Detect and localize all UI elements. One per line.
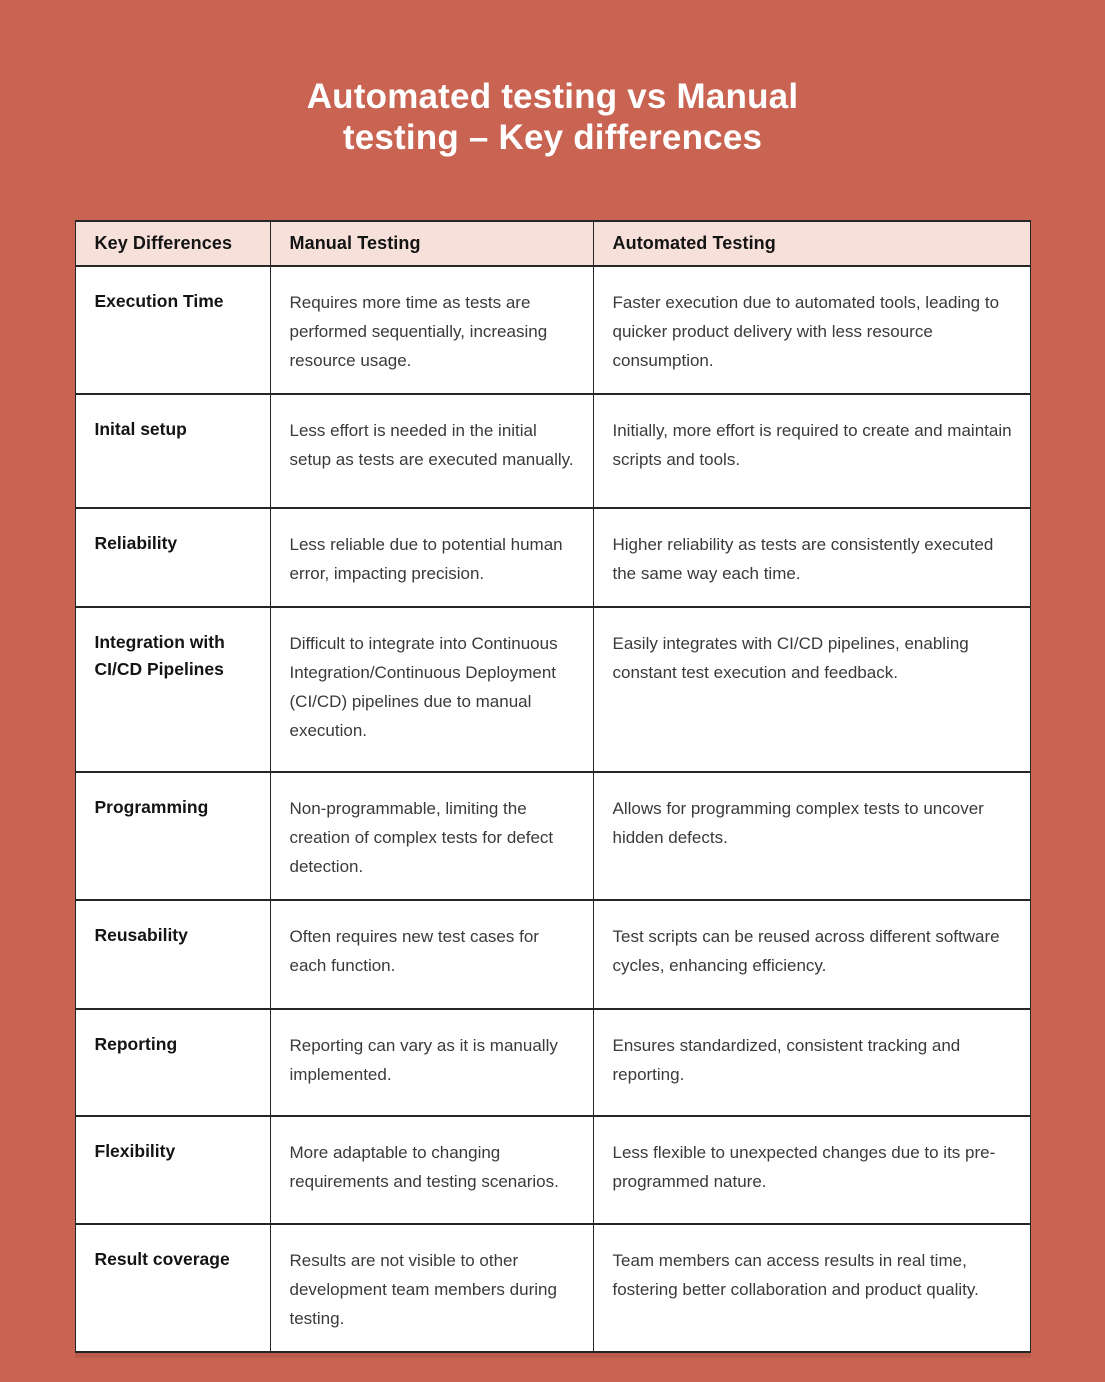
automated-cell: Ensures standardized, consistent tracking and reporting.: [593, 1009, 1030, 1116]
row-key-cell: Integration with CI/CD Pipelines: [75, 607, 270, 772]
manual-cell: Requires more time as tests are performed sequentially, increasing resource usage.: [270, 266, 593, 394]
automated-cell: Allows for programming complex tests to uncover hidden defects.: [593, 772, 1030, 900]
row-key-cell: Programming: [75, 772, 270, 900]
row-key-cell: Flexibility: [75, 1116, 270, 1224]
automated-cell: Initially, more effort is required to create and maintain scripts and tools.: [593, 394, 1030, 508]
header-automated-testing: Automated Testing: [593, 221, 1030, 266]
table-row: [75, 607, 1030, 772]
table-row: [75, 266, 1030, 394]
manual-cell: Less effort is needed in the initial setup as tests are executed manually.: [270, 394, 593, 508]
header-key-differences: Key Differences: [75, 221, 270, 266]
table-row: [75, 508, 1030, 607]
manual-cell: Results are not visible to other development team members during testing.: [270, 1224, 593, 1352]
automated-cell: Easily integrates with CI/CD pipelines, enabling constant test execution and feedback.: [593, 607, 1030, 772]
table-row: [75, 1116, 1030, 1224]
automated-cell: Test scripts can be reused across different software cycles, enhancing efficiency.: [593, 900, 1030, 1009]
row-key-cell: Result coverage: [75, 1224, 270, 1352]
manual-cell: Difficult to integrate into Continuous Integration/Continuous Deployment (CI/CD) pipelines due to manual execution.: [270, 607, 593, 772]
manual-cell: Non-programmable, limiting the creation of complex tests for defect detection.: [270, 772, 593, 900]
automated-cell: Less flexible to unexpected changes due to its pre-programmed nature.: [593, 1116, 1030, 1224]
row-key-cell: Execution Time: [75, 266, 270, 394]
table-row: [75, 1224, 1030, 1352]
row-key-cell: Reliability: [75, 508, 270, 607]
comparison-table: [75, 220, 1031, 1353]
manual-cell: Often requires new test cases for each function.: [270, 900, 593, 1009]
header-manual-testing: Manual Testing: [270, 221, 593, 266]
table-header-row: [75, 221, 1030, 266]
manual-cell: Less reliable due to potential human error, impacting precision.: [270, 508, 593, 607]
automated-cell: Higher reliability as tests are consistently executed the same way each time.: [593, 508, 1030, 607]
manual-cell: More adaptable to changing requirements and testing scenarios.: [270, 1116, 593, 1224]
page-title-line-2: testing – Key differences: [342, 118, 763, 157]
page-title: [0, 0, 1105, 158]
automated-cell: Team members can access results in real time, fostering better collaboration and product quality.: [593, 1224, 1030, 1352]
page-title-line-1: Automated testing vs Manual: [306, 77, 799, 116]
row-key-cell: Reusability: [75, 900, 270, 1009]
table-row: [75, 900, 1030, 1009]
automated-cell: Faster execution due to automated tools, leading to quicker product delivery with less resource consumption.: [593, 266, 1030, 394]
row-key-cell: Reporting: [75, 1009, 270, 1116]
manual-cell: Reporting can vary as it is manually implemented.: [270, 1009, 593, 1116]
table-row: [75, 394, 1030, 508]
row-key-cell: Inital setup: [75, 394, 270, 508]
table-row: [75, 772, 1030, 900]
table-row: [75, 1009, 1030, 1116]
